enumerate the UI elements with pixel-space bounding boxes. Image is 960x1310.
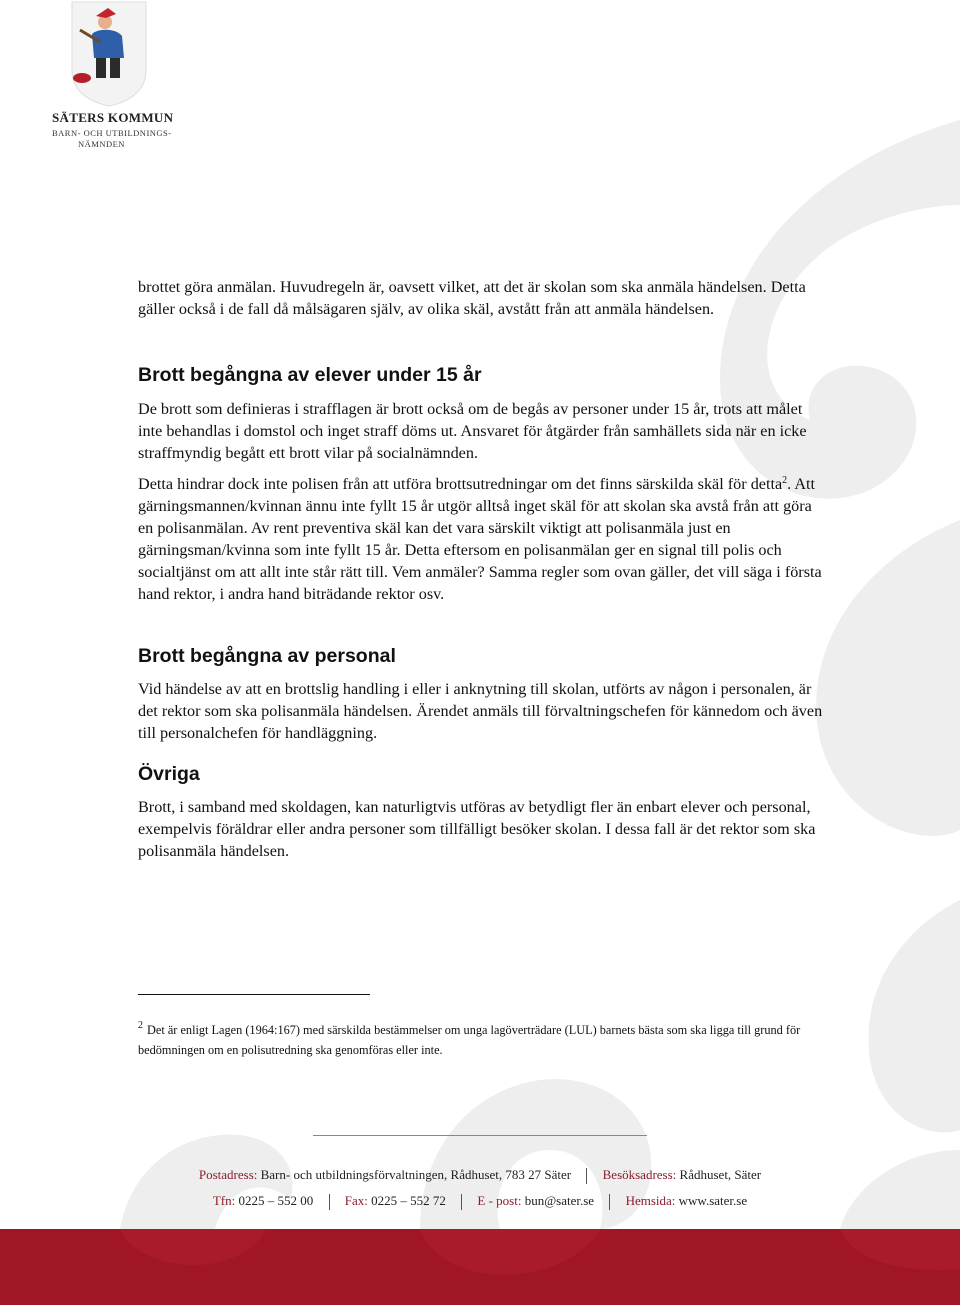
footnote-divider — [138, 994, 370, 995]
paragraph-2-start: Detta hindrar dock inte polisen från att utföra brottsutredningar om det finns särskilda skäl för detta — [138, 475, 783, 493]
website-link[interactable]: www.sater.se — [678, 1193, 748, 1208]
footer-separator — [586, 1168, 587, 1184]
paragraph-2-end: . Att gärningsmannen/kvinnan ännu inte fyllt 15 år utgör alltså inget skäl för att skolan ska avstå från att göra en polisanmälan. Av rent preventiva skäl kan det vara särskilt viktigt att polisanmäla just en gärningsman/kvinna som inte fyllt 15 år. Detta eftersom en polisanmälan ger en signal till polis och socialtjänst om att allt inte står rätt till. Vem anmäler? Samma regler som ovan gäller, det vill säga i första hand rektor, i andra hand biträdande rektor osv. — [138, 475, 822, 603]
footer-separator — [609, 1194, 610, 1210]
footer-separator — [329, 1194, 330, 1210]
fax-label: Fax: — [344, 1193, 368, 1208]
email-link[interactable]: bun@sater.se — [524, 1193, 595, 1208]
org-subtitle — [52, 128, 172, 150]
footer-contact-line — [0, 1193, 960, 1210]
intro-block — [138, 276, 828, 320]
section-others-body — [138, 796, 828, 862]
visit-value: Rådhuset, Säter — [679, 1167, 762, 1182]
footer-separator — [461, 1194, 462, 1210]
section-students-body — [138, 398, 828, 605]
section-heading-students: Brott begångna av elever under 15 år — [138, 364, 482, 386]
org-name: SÄTERS KOMMUN — [52, 110, 174, 125]
section-staff-paragraph: Vid händelse av att en brottslig handling i eller i anknytning till skolan, utförts av någon i personalen, är det rektor som ska polisanmäla händelsen. Ärendet anmäls till förvaltningschefen för kännedom och även till personalchefen för handläggning. — [138, 680, 823, 742]
section-students-paragraph-1: De brott som definieras i strafflagen är brott också om de begås av personer under 15 år, trots att målet inte behandlas i domstol och inget straff döms ut. Ansvaret för åtgärder från samhällets sida när en icke straffmyndig begått ett brott vilar på socialnämnden. — [138, 400, 807, 462]
postal-label: Postadress: — [198, 1167, 258, 1182]
section-staff-body — [138, 678, 828, 744]
postal-value: Barn- och utbildningsförvaltningen, Rådhuset, 783 27 Säter — [260, 1167, 572, 1182]
footnote-number: 2 — [138, 1020, 143, 1031]
footnote — [138, 1016, 828, 1060]
footer-color-band — [0, 1229, 960, 1305]
org-subtitle-line-2: NÄMNDEN — [78, 139, 125, 149]
fax-value: 0225 – 552 72 — [371, 1193, 446, 1208]
footnote-reference[interactable]: 2 — [782, 475, 788, 486]
section-students-paragraph-2 — [138, 470, 828, 605]
email-label: E - post: — [477, 1193, 522, 1208]
footer-address-line — [0, 1167, 960, 1184]
band-ornament — [0, 1229, 960, 1305]
phone-value: 0225 – 552 00 — [238, 1193, 314, 1208]
web-label: Hemsida: — [625, 1193, 676, 1208]
section-others-paragraph: Brott, i samband med skoldagen, kan naturligtvis utföras av betydligt fler än enbart elever och personal, exempelvis föräldrar eller andra personer som tillfälligt besöker skolan. I dessa fall är det rektor som ska polisanmäla händelsen. — [138, 798, 816, 860]
phone-label: Tfn: — [212, 1193, 236, 1208]
footnote-text: Det är enligt Lagen (1964:167) med särskilda bestämmelser om unga lagöverträdare (LUL) barnets bästa som ska ligga till grund för bedömningen om en polisutredning ska genomföras eller inte. — [138, 1023, 801, 1057]
intro-paragraph: brottet göra anmälan. Huvudregeln är, oavsett vilket, att det är skolan som ska anmäla händelsen. Detta gäller också i de fall då målsägaren själv, av olika skäl, avstått från att anmäla händelsen. — [138, 278, 806, 318]
footer-divider — [313, 1135, 647, 1136]
org-subtitle-line-1: BARN- OCH UTBILDNINGS- — [52, 128, 172, 138]
section-heading-others: Övriga — [138, 763, 200, 785]
section-heading-staff: Brott begångna av personal — [138, 645, 396, 667]
visit-label: Besöksadress: — [602, 1167, 677, 1182]
